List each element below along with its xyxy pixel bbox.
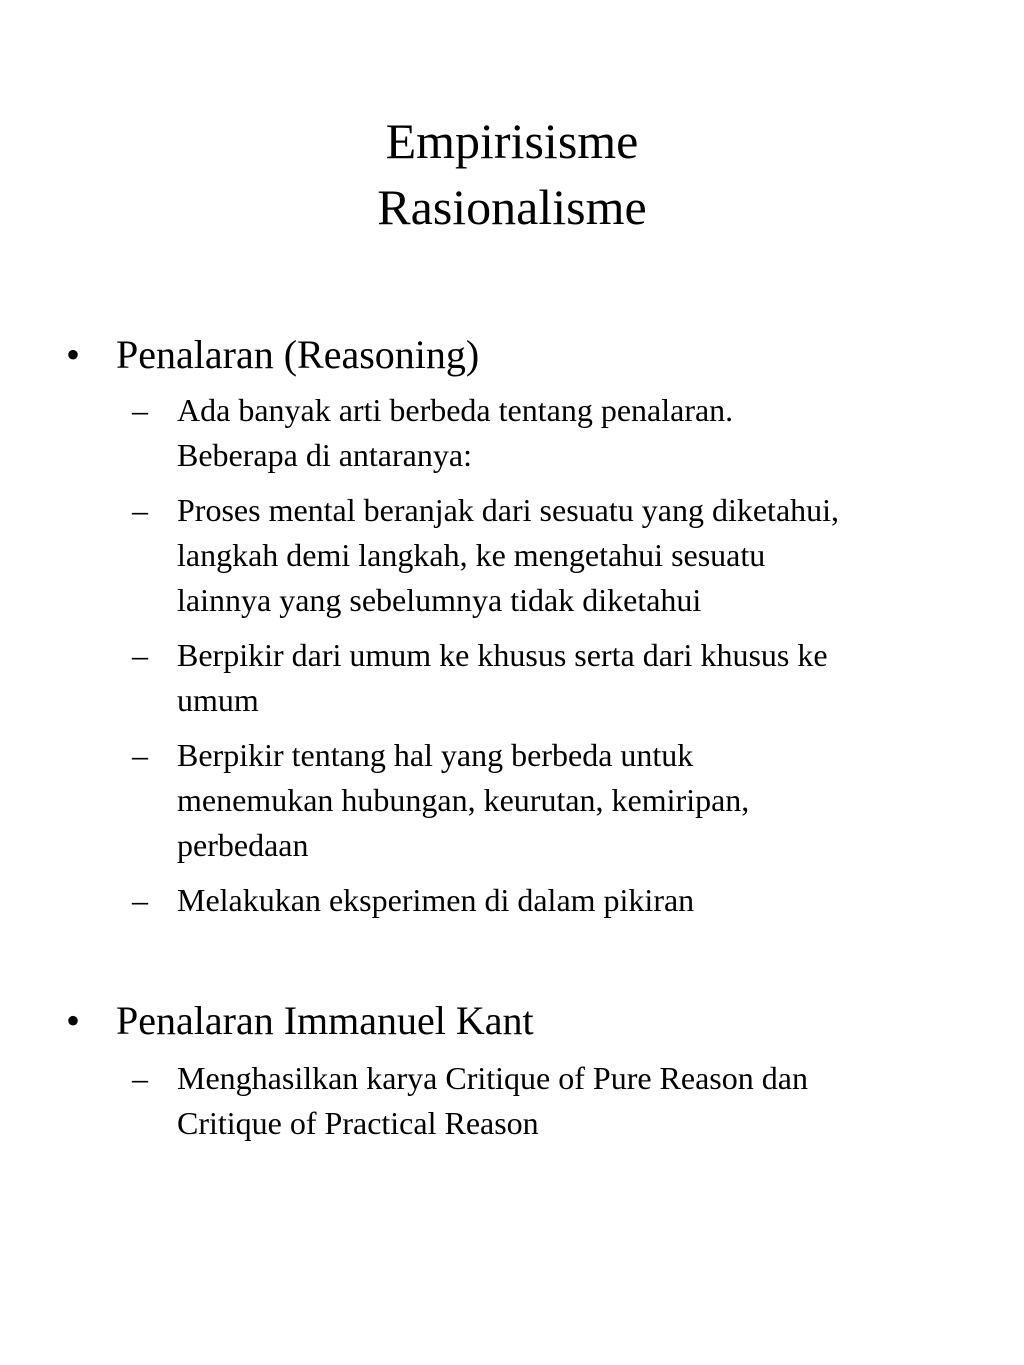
title-line-1: Empirisisme — [385, 113, 639, 169]
sub-item — [0, 633, 1024, 723]
sub-item-line: Berpikir dari umum ke khusus serta dari khusus ke — [177, 637, 828, 673]
sub-item-line: perbedaan — [177, 827, 309, 863]
sub-item-line: Ada banyak arti berbeda tentang penalaran. — [177, 392, 734, 428]
sub-item-line: Menghasilkan karya Critique of Pure Reason dan — [177, 1060, 808, 1096]
section-penalaran — [0, 332, 1024, 923]
sub-item-line: lainnya yang sebelumnya tidak diketahui — [177, 582, 702, 618]
bullet-heading — [0, 332, 1024, 378]
sub-item-line: Melakukan eksperimen di dalam pikiran — [177, 882, 695, 918]
section-kant — [0, 998, 1024, 1146]
sub-item — [0, 1056, 1024, 1146]
sub-list — [0, 1056, 1024, 1146]
bullet-heading — [0, 998, 1024, 1044]
sub-item-line: Berpikir tentang hal yang berbeda untuk — [177, 737, 694, 773]
dash-marker: – — [132, 392, 148, 428]
sub-item-line: Beberapa di antaranya: — [177, 437, 472, 473]
sub-item-line: langkah demi langkah, ke mengetahui sesuatu — [177, 537, 766, 573]
dash-marker: – — [132, 637, 148, 673]
sub-item — [0, 878, 1024, 923]
dash-marker: – — [132, 1060, 148, 1096]
bullet-heading-text: Penalaran Immanuel Kant — [116, 998, 534, 1043]
sub-item-line: umum — [177, 682, 259, 718]
bullet-marker: • — [66, 332, 81, 377]
sub-item — [0, 488, 1024, 623]
slide-title — [0, 108, 1024, 240]
sub-item-line: Proses mental beranjak dari sesuatu yang diketahui, — [177, 492, 840, 528]
sub-item-line: Critique of Practical Reason — [177, 1105, 539, 1141]
title-line-2: Rasionalisme — [377, 179, 647, 235]
bullet-marker: • — [66, 998, 81, 1043]
sub-item-line: menemukan hubungan, keurutan, kemiripan, — [177, 782, 750, 818]
dash-marker: – — [132, 492, 148, 528]
sub-item — [0, 388, 1024, 478]
sub-list — [0, 388, 1024, 923]
dash-marker: – — [132, 737, 148, 773]
bullet-heading-text: Penalaran (Reasoning) — [116, 332, 480, 377]
dash-marker: – — [132, 882, 148, 918]
sub-item — [0, 733, 1024, 868]
